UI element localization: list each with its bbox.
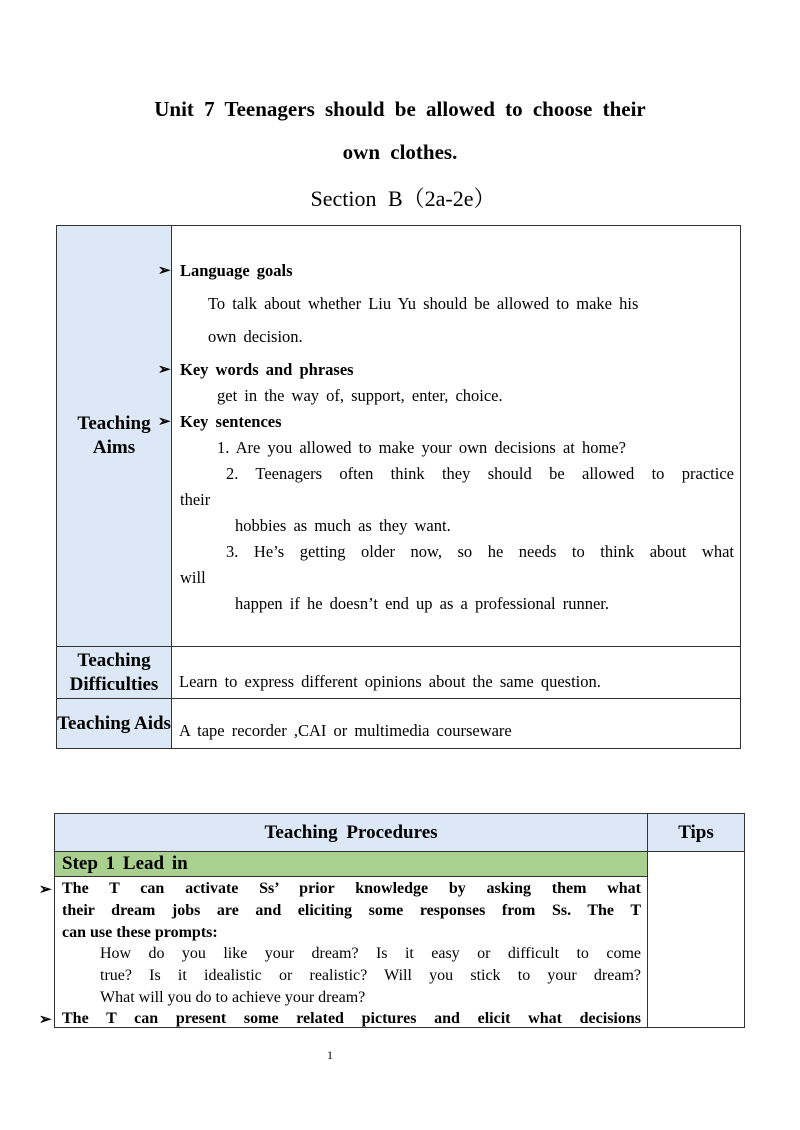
teaching-aids-label: Teaching Aids: [57, 699, 172, 749]
key-sentence-2a: 2. Teenagers often think they should be allowed to practice: [226, 464, 734, 483]
procedure-line: their dream jobs are and eliciting some responses from Ss. The T: [62, 902, 641, 919]
teaching-aids-text: A tape recorder ,CAI or multimedia courseware: [179, 721, 512, 740]
procedure-line: [39, 1010, 641, 1028]
language-goals-line1: To talk about whether Liu Yu should be allowed to make his: [208, 294, 639, 313]
key-sentence-3a: 3. He’s getting older now, so he needs to think about what: [226, 542, 734, 561]
step-1-body: [39, 877, 648, 1028]
procedure-line: can use these prompts:: [62, 924, 218, 941]
bullet-arrow-icon: ➢: [158, 414, 171, 430]
teaching-procedures-table: [39, 813, 745, 1028]
language-goals-heading: [158, 261, 293, 281]
prompt-line: true? Is it idealistic or realistic? Will you stick to your dream?: [100, 967, 641, 984]
procedure-line: [39, 880, 641, 898]
prompt-line: How do you like your dream? Is it easy or difficult to come: [100, 945, 641, 962]
bullet-arrow-icon: ➢: [158, 263, 171, 279]
section-code: B（2a-2e）: [387, 186, 496, 211]
language-goals-heading-text: Language goals: [180, 261, 293, 280]
bullet-arrow-icon: ➢: [158, 362, 171, 378]
key-sentence-3b: will: [180, 568, 206, 587]
teaching-aims-label: Teaching Aims: [57, 226, 172, 647]
step-1-heading: Step 1 Lead in: [55, 852, 648, 877]
teaching-difficulties-content: [172, 647, 741, 699]
key-words-heading: [158, 360, 354, 380]
key-sentence-2b: their: [180, 490, 211, 509]
key-sentences-heading-text: Key sentences: [180, 412, 282, 431]
tips-cell: [648, 852, 745, 1028]
key-words-heading-text: Key words and phrases: [180, 360, 354, 379]
teaching-aims-content: [158, 226, 741, 647]
language-goals-line2: own decision.: [208, 327, 303, 346]
bullet-arrow-icon: ➢: [39, 882, 52, 898]
key-words-text: get in the way of, support, enter, choice.: [217, 386, 503, 405]
procedure-line-text: The T can present some related pictures and elicit what decisions: [62, 1010, 641, 1027]
teaching-difficulties-text: Learn to express different opinions about the same question.: [179, 671, 601, 691]
page-number: 1: [327, 1048, 333, 1062]
bullet-arrow-icon: ➢: [39, 1012, 52, 1028]
document-title-line1: Unit 7 Teenagers should be allowed to choose their: [154, 97, 646, 121]
prompt-line: What will you do to achieve your dream?: [100, 989, 366, 1006]
tips-header: Tips: [648, 814, 745, 852]
teaching-aims-table: [56, 225, 741, 749]
teaching-difficulties-label: Teaching Difficulties: [57, 647, 172, 699]
teaching-aids-content: [172, 699, 741, 749]
section-heading: [0, 182, 800, 213]
key-sentence-3c: happen if he doesn’t end up as a professional runner.: [235, 594, 610, 613]
section-word: Section: [310, 186, 377, 211]
key-sentences-heading: [158, 412, 282, 432]
document-title-line2: own clothes.: [342, 140, 458, 164]
key-sentence-1: 1. Are you allowed to make your own decisions at home?: [217, 438, 626, 457]
teaching-procedures-header: Teaching Procedures: [55, 814, 648, 852]
key-sentence-2c: hobbies as much as they want.: [235, 516, 451, 535]
procedure-line-text: The T can activate Ss’ prior knowledge by asking them what: [62, 880, 641, 897]
